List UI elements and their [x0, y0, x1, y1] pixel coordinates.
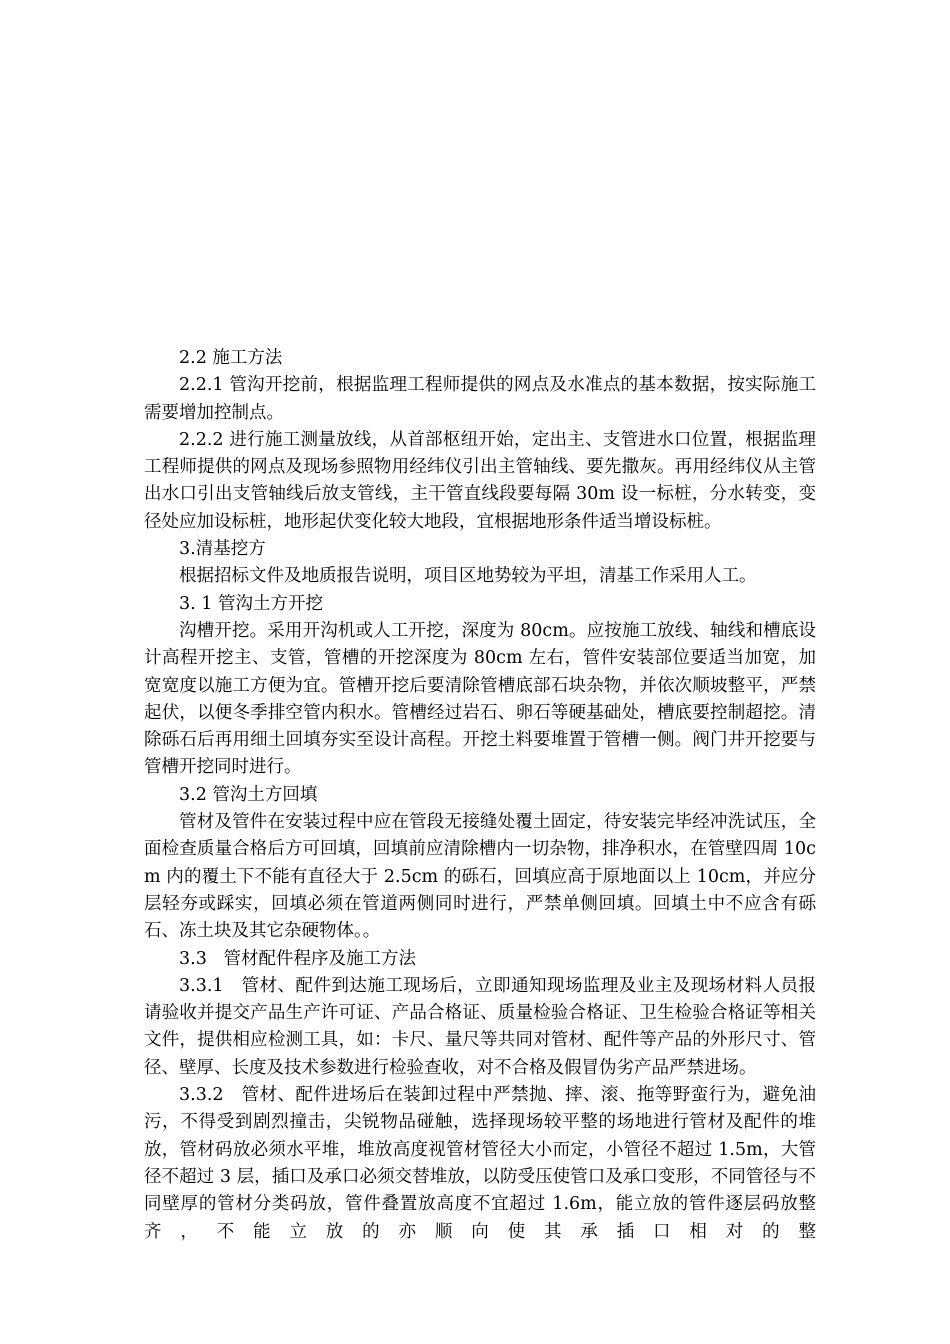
section-heading-3: 3.清基挖方	[179, 539, 266, 560]
section-heading-3-2: 3.2 管沟土方回填	[179, 784, 318, 805]
section-heading-3-1: 3. 1 管沟土方开挖	[179, 593, 323, 614]
paragraph-2-2-2: 2.2.2 进行施工测量放线，从首部枢纽开始，定出主、支管进水口位置，根据监理工程师提供的网点及现场参照物用经纬仪引出主管轴线、要先撒灰。再用经纬仪从主管出水口引出支管轴线后放支管线，主干管直线段要每隔 30m 设一标桩，分水转变，变径处应加设标桩，地形起伏变化较大地段，宜根据地形条件适当增设标桩。	[144, 429, 816, 532]
section-heading-3-3: 3.3 管材配件程序及施工方法	[179, 948, 417, 969]
paragraph-trench-excavation: 沟槽开挖。采用开沟机或人工开挖，深度为 80cm。应按施工放线、轴线和槽底设计高程开挖主、支管，管槽的开挖深度为 80cm 左右，管件安装部位要适当加宽，加宽宽度以施工方便为宜。管槽开挖后要清除管槽底部石块杂物，并依次顺坡整平，严禁起伏，以便冬季排空管内积水。管槽经过岩石、卵石等硬基础处，槽底要控制超挖。清除砾石后再用细土回填夯实至设计高程。开挖土料要堆置于管槽一侧。阀门井开挖要与管槽开挖同时进行。	[144, 620, 816, 778]
paragraph-backfill: 管材及管件在安装过程中应在管段无接缝处覆土固定，待安装完毕经冲洗试压，全面检查质量合格后方可回填，回填前应清除槽内一切杂物，排净积水，在管壁四周 10cm 内的覆土下不能有直径大于 2.5cm 的砾石，回填应高于原地面以上 10cm，并应分层轻夯或踩实，回填必须在管道两侧同时进行，严禁单侧回填。回填土中不应含有砾石、冻土块及其它杂硬物体。。	[144, 812, 816, 942]
paragraph-3-3-1: 3.3.1 管材、配件到达施工现场后，立即通知现场监理及业主及现场材料人员报请验收并提交产品生产许可证、产品合格证、质量检验合格证、卫生检验合格证等相关文件，提供相应检测工具，如：卡尺、量尺等共同对管材、配件等产品的外形尺寸、管径、壁厚、长度及技术参数进行检验查收，对不合格及假冒伪劣产品严禁进场。	[144, 975, 816, 1078]
section-heading-2-2: 2.2 施工方法	[179, 348, 283, 368]
document-body	[144, 345, 816, 1246]
paragraph-clearing: 根据招标文件及地质报告说明，项目区地势较为平坦，清基工作采用人工。	[179, 566, 757, 587]
paragraph-3-3-2: 3.3.2 管材、配件进场后在装卸过程中严禁抛、摔、滚、拖等野蛮行为，避免油污，不得受到剧烈撞击，尖锐物品碰触，选择现场较平整的场地进行管材及配件的堆放，管材码放必须水平堆，堆放高度视管材管径大小而定，小管径不超过 1.5m，大管径不超过 3 层，插口及承口必须交替堆放，以防受压使管口及承口变形，不同管径与不同壁厚的管材分类码放，管件叠置放高度不宜超过 1.6m，能立放的管件逐层码放整齐，不能立放的亦顺向使其承插口相对的整	[144, 1085, 816, 1242]
paragraph-2-2-1: 2.2.1 管沟开挖前，根据监理工程师提供的网点及水准点的基本数据，按实际施工需要增加控制点。	[144, 375, 816, 423]
